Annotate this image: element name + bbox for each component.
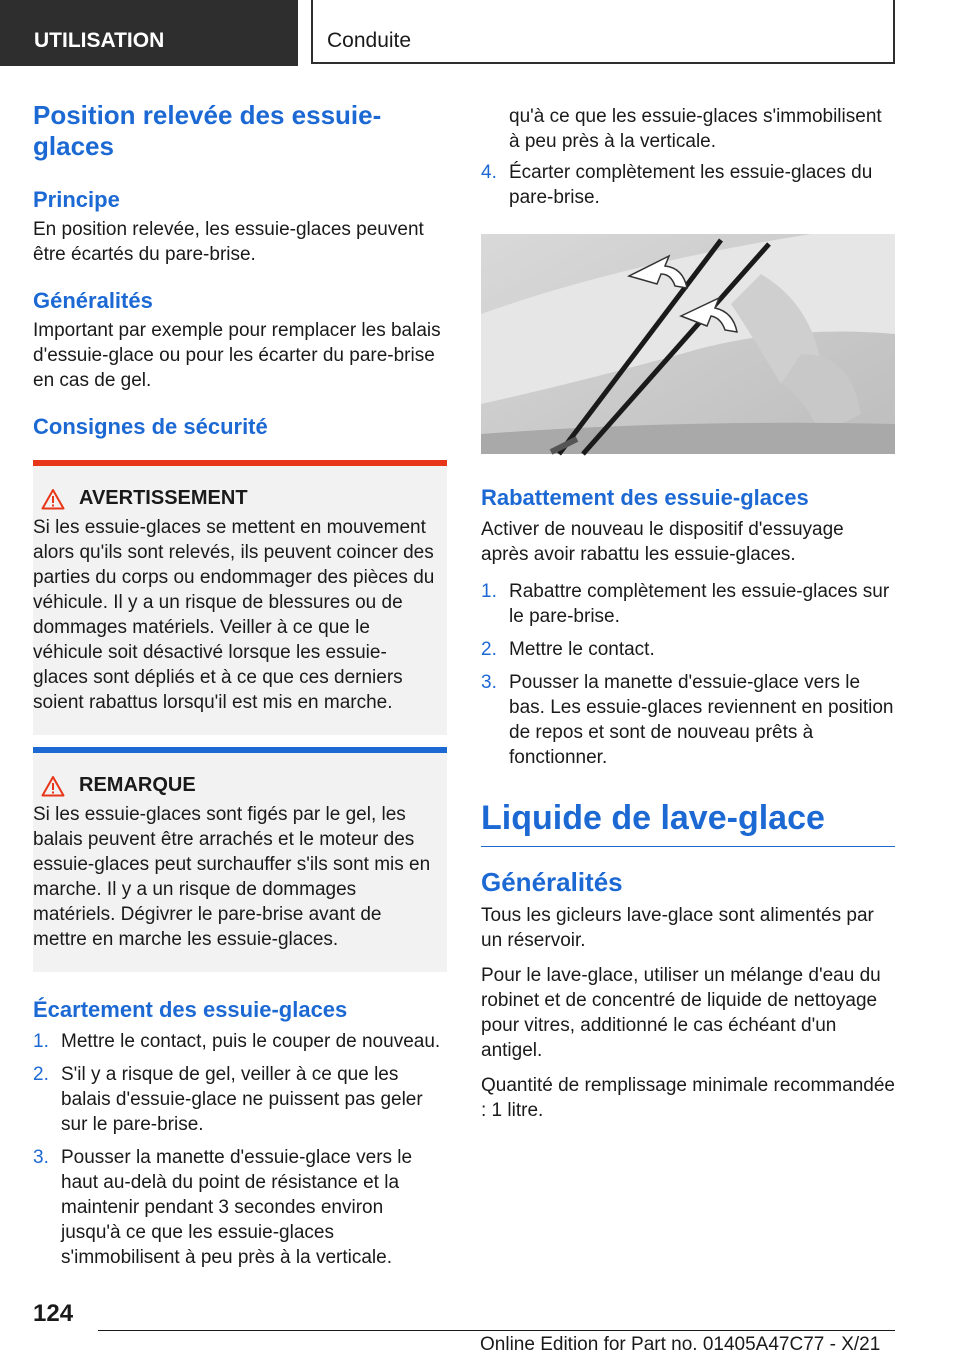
left-column (33, 100, 447, 1268)
warning-triangle-icon (41, 488, 65, 510)
heading-generalites-liquide: Généralités (481, 867, 623, 897)
warning-title: AVERTISSEMENT (79, 487, 248, 509)
note-text: Si les essuie-glaces sont figés par le gel, les balais peuvent être arrachés et le moteur des essuie-glaces peut surchauffer s'ils sont mis en marche. Il y a un risque de dommages matériels. Dégivrer le pare-brise avant de mettre en marche les essuie-glaces. (33, 804, 431, 950)
paragraph-principe: En position relevée, les essuie-glaces peuvent être écartés du pare-brise. (33, 219, 424, 265)
list-item: 2. S'il y a risque de gel, veiller à ce que les balais d'essuie-glace ne puissent pas geler sur le pare-brise. (33, 1064, 423, 1135)
paragraph-melange: Pour le lave-glace, utiliser un mélange d'eau du robinet et de concentré de liquide de nettoyage pour vitres, additionné le cas échéant d'un antigel. (481, 965, 881, 1061)
header-section: UTILISATION (0, 0, 298, 66)
list-item: 3. Pousser la manette d'essuie-glace vers le bas. Les essuie-glaces reviennent en position de repos et sont de nouveau prêts à fonctionner. (481, 672, 894, 768)
heading-generalites: Généralités (33, 288, 153, 313)
warning-text: Si les essuie-glaces se mettent en mouvement alors qu'ils sont relevés, ils peuvent coincer des parties du corps ou endommager des pièces du véhicule. Il y a un risque de blessures ou de dommages matériels. Veiller à ce que le véhicule soit désactivé lorsque les essuie-glaces sont dépliés et à ce que ces derniers soient rabattus lorsqu'il est mis en marche. (33, 517, 435, 713)
footer-edition: Online Edition for Part no. 01405A47C77 - X/21 (480, 1334, 881, 1355)
paragraph-quantite: Quantité de remplissage minimale recommandée : 1 litre. (481, 1075, 895, 1121)
paragraph-rabattement: Activer de nouveau le dispositif d'essuyage après avoir rabattu les essuie-glaces. (481, 519, 844, 565)
list-item: 2. Mettre le contact. (481, 639, 655, 660)
note-box (33, 753, 447, 972)
right-column (481, 104, 895, 1123)
caution-triangle-icon (41, 775, 65, 797)
list-item: 1. Rabattre complètement les essuie-glaces sur le pare-brise. (481, 581, 890, 627)
heading-liquide: Liquide de lave-glace (481, 798, 895, 847)
list-item: 1. Mettre le contact, puis le couper de nouveau. (33, 1031, 441, 1052)
paragraph-gicleurs: Tous les gicleurs lave-glace sont alimentés par un réservoir. (481, 905, 874, 951)
page-header (0, 0, 960, 66)
ecartement-steps (33, 1029, 447, 1268)
footer-rule (98, 1330, 895, 1331)
note-title: REMARQUE (79, 774, 196, 796)
heading-ecartement: Écartement des essuie-glaces (33, 997, 348, 1022)
list-item: 3. Pousser la manette d'essuie-glace vers le haut au-delà du point de résistance et la maintenir pendant 3 secondes environ jusqu'à ce que les essuie-glaces s'immobilisent à peu près à la verticale. (33, 1147, 413, 1268)
heading-consignes: Consignes de sécurité (33, 414, 268, 439)
rabattement-steps (481, 579, 895, 770)
header-chapter: Conduite (311, 0, 895, 64)
warning-box (33, 466, 447, 735)
heading-position-relevee: Position relevée des essuie-glaces (33, 100, 382, 161)
step3-continuation: qu'à ce que les essuie-glaces s'immobilisent à peu près à la verticale. (509, 106, 882, 152)
page-number: 124 (33, 1300, 74, 1327)
wiper-illustration (481, 234, 895, 454)
heading-rabattement: Rabattement des essuie-glaces (481, 485, 809, 510)
paragraph-generalites: Important par exemple pour remplacer les balais d'essuie-glace ou pour les écarter du pare-brise en cas de gel. (33, 320, 441, 391)
heading-principe: Principe (33, 187, 120, 212)
list-item: 4. Écarter complètement les essuie-glaces du pare-brise. (481, 162, 873, 208)
